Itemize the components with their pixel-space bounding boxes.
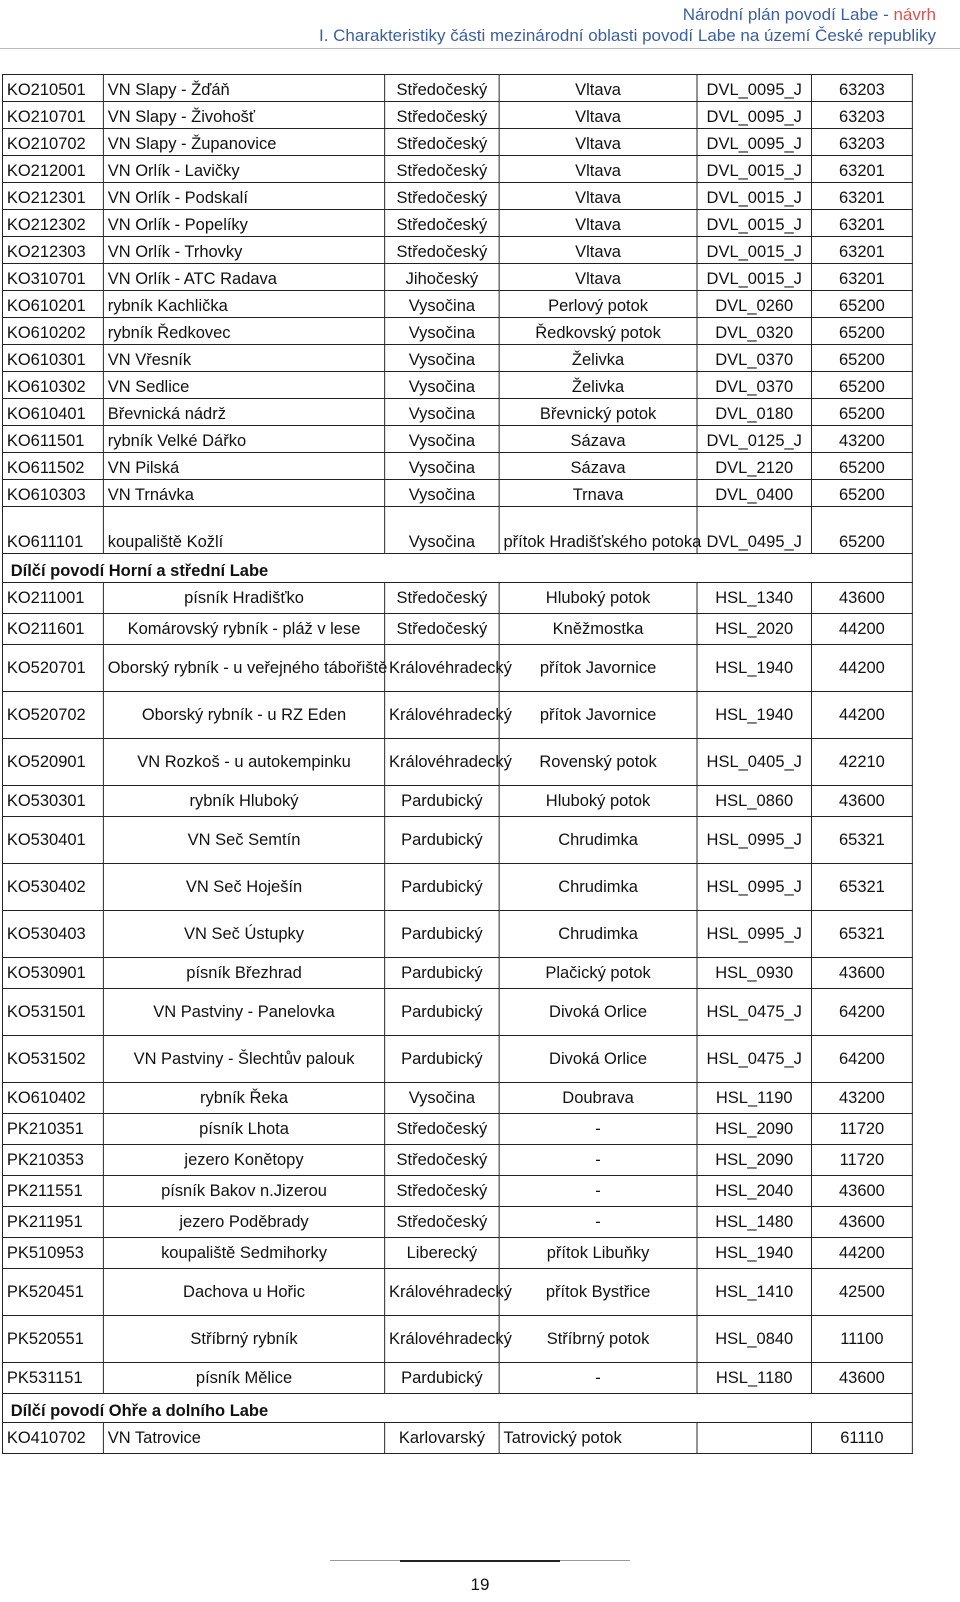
table-cell: KO310701 xyxy=(2,264,103,291)
table-cell: přítok Javornice xyxy=(499,645,697,692)
table-cell: Vysočina xyxy=(385,507,499,554)
table-cell: KO531501 xyxy=(2,989,103,1036)
table-cell: 43600 xyxy=(811,1176,912,1207)
table-cell: 63201 xyxy=(811,210,912,237)
table-cell: 42210 xyxy=(811,739,912,786)
section-heading: Dílčí povodí Horní a střední Labe xyxy=(2,554,912,583)
table-cell: KO530403 xyxy=(2,911,103,958)
table-cell: 61110 xyxy=(811,1423,912,1454)
table-cell: Pardubický xyxy=(385,864,499,911)
table-cell: 43600 xyxy=(811,1207,912,1238)
table-cell: přítok Bystřice xyxy=(499,1269,697,1316)
table-cell: přítok Hradišťského potoka xyxy=(499,507,697,554)
table-cell: DVL_0260 xyxy=(697,291,811,318)
table-cell: Sázava xyxy=(499,453,697,480)
table-row xyxy=(2,1114,912,1145)
table-cell: DVL_0125_J xyxy=(697,426,811,453)
table-cell: - xyxy=(499,1145,697,1176)
table-cell: rybník Řeka xyxy=(103,1083,384,1114)
table-cell: KO610301 xyxy=(2,345,103,372)
table-cell: KO610402 xyxy=(2,1083,103,1114)
table-cell: Středočeský xyxy=(385,75,499,102)
table-cell: 11100 xyxy=(811,1316,912,1363)
table-cell: Pardubický xyxy=(385,958,499,989)
table-cell: KO611501 xyxy=(2,426,103,453)
table-cell: PK531151 xyxy=(2,1363,103,1394)
table-cell: HSL_1180 xyxy=(697,1363,811,1394)
table-cell: HSL_0405_J xyxy=(697,739,811,786)
table-cell: KO610202 xyxy=(2,318,103,345)
table-cell: Královéhradecký xyxy=(385,645,499,692)
table-cell: KO212001 xyxy=(2,156,103,183)
page-number: 19 xyxy=(470,1575,490,1594)
table-row xyxy=(2,911,912,958)
table-cell: rybník Ředkovec xyxy=(103,318,384,345)
table-row xyxy=(2,426,912,453)
table-row xyxy=(2,264,912,291)
table-row xyxy=(2,480,912,507)
table-cell: 43600 xyxy=(811,958,912,989)
table-cell: KO211001 xyxy=(2,583,103,614)
table-cell: Liberecký xyxy=(385,1238,499,1269)
table-row xyxy=(2,739,912,786)
table-row xyxy=(2,75,912,102)
table-cell: Plačický potok xyxy=(499,958,697,989)
table-cell: Královéhradecký xyxy=(385,739,499,786)
table-cell: jezero Poděbrady xyxy=(103,1207,384,1238)
table-cell: Vltava xyxy=(499,210,697,237)
table-cell: PK211551 xyxy=(2,1176,103,1207)
table-cell: 42500 xyxy=(811,1269,912,1316)
table-cell: 63201 xyxy=(811,237,912,264)
table-cell: KO530402 xyxy=(2,864,103,911)
table-cell: VN Seč Ústupky xyxy=(103,911,384,958)
table-row xyxy=(2,237,912,264)
table-cell: Dachova u Hořic xyxy=(103,1269,384,1316)
table-cell: DVL_0015_J xyxy=(697,264,811,291)
table-cell: VN Pilská xyxy=(103,453,384,480)
table-cell: 65321 xyxy=(811,817,912,864)
table-cell: PK510953 xyxy=(2,1238,103,1269)
table-cell: HSL_0860 xyxy=(697,786,811,817)
table-cell: Středočeský xyxy=(385,102,499,129)
table-cell: Hluboký potok xyxy=(499,786,697,817)
table-cell: Oborský rybník - u veřejného tábořiště xyxy=(103,645,384,692)
table-cell: PK211951 xyxy=(2,1207,103,1238)
table-cell: Sázava xyxy=(499,426,697,453)
table-cell: Královéhradecký xyxy=(385,1316,499,1363)
table-cell: 65200 xyxy=(811,480,912,507)
table-cell: VN Seč Semtín xyxy=(103,817,384,864)
table-row xyxy=(2,583,912,614)
table-row xyxy=(2,210,912,237)
table-cell: Královéhradecký xyxy=(385,692,499,739)
table-row xyxy=(2,453,912,480)
table-cell: Želivka xyxy=(499,345,697,372)
table-cell: Vysočina xyxy=(385,291,499,318)
table-cell: DVL_0015_J xyxy=(697,156,811,183)
table-cell: Vysočina xyxy=(385,345,499,372)
table-cell: Královéhradecký xyxy=(385,1269,499,1316)
bathing-water-table xyxy=(2,74,913,1454)
table-cell: 44200 xyxy=(811,645,912,692)
table-cell: 65200 xyxy=(811,318,912,345)
table-row xyxy=(2,864,912,911)
table-cell: KO410702 xyxy=(2,1423,103,1454)
table-cell: VN Orlík - Podskalí xyxy=(103,183,384,210)
table-cell: 65200 xyxy=(811,507,912,554)
table-cell: DVL_0320 xyxy=(697,318,811,345)
table-cell: Želivka xyxy=(499,372,697,399)
table-cell: 63203 xyxy=(811,129,912,156)
table-row xyxy=(2,1176,912,1207)
table-cell: HSL_1940 xyxy=(697,645,811,692)
table-row xyxy=(2,345,912,372)
table-row xyxy=(2,989,912,1036)
table-cell: - xyxy=(499,1363,697,1394)
table-cell: HSL_1410 xyxy=(697,1269,811,1316)
table-cell: 65200 xyxy=(811,453,912,480)
table-cell: HSL_1190 xyxy=(697,1083,811,1114)
table-cell: DVL_0400 xyxy=(697,480,811,507)
table-cell: písník Bakov n.Jizerou xyxy=(103,1176,384,1207)
table-cell: Pardubický xyxy=(385,786,499,817)
header-divider xyxy=(0,48,960,49)
table-cell: Vltava xyxy=(499,102,697,129)
table-row xyxy=(2,692,912,739)
table-cell: Středočeský xyxy=(385,210,499,237)
table-cell: - xyxy=(499,1176,697,1207)
table-cell: 65200 xyxy=(811,372,912,399)
table-row xyxy=(2,372,912,399)
table-cell: Vltava xyxy=(499,75,697,102)
table-cell: koupaliště Sedmihorky xyxy=(103,1238,384,1269)
table-row xyxy=(2,507,912,554)
table-cell: KO531502 xyxy=(2,1036,103,1083)
table-cell: Kněžmostka xyxy=(499,614,697,645)
table-cell: rybník Hluboký xyxy=(103,786,384,817)
table-cell: DVL_2120 xyxy=(697,453,811,480)
table-cell: Perlový potok xyxy=(499,291,697,318)
table-cell: 65321 xyxy=(811,911,912,958)
table-cell: HSL_1340 xyxy=(697,583,811,614)
table-cell: Středočeský xyxy=(385,237,499,264)
table-cell: HSL_1940 xyxy=(697,1238,811,1269)
table-cell: Středočeský xyxy=(385,129,499,156)
table-cell: 43200 xyxy=(811,1083,912,1114)
table-cell: Rovenský potok xyxy=(499,739,697,786)
table-cell: VN Slapy - Žďáň xyxy=(103,75,384,102)
table-cell: koupaliště Kožlí xyxy=(103,507,384,554)
table-cell: HSL_1480 xyxy=(697,1207,811,1238)
table-cell: 11720 xyxy=(811,1114,912,1145)
table-row xyxy=(2,1269,912,1316)
table-cell: 63201 xyxy=(811,264,912,291)
table-cell: DVL_0495_J xyxy=(697,507,811,554)
table-cell: KO210501 xyxy=(2,75,103,102)
header-title-prefix: Národní plán povodí Labe - xyxy=(682,5,894,24)
table-cell: Jihočeský xyxy=(385,264,499,291)
document-header xyxy=(319,4,936,46)
table-cell: Stříbrný rybník xyxy=(103,1316,384,1363)
table-cell: Vysočina xyxy=(385,372,499,399)
table-cell: VN Orlík - Popelíky xyxy=(103,210,384,237)
page-footer xyxy=(0,1560,960,1595)
table-cell: Tatrovický potok xyxy=(499,1423,697,1454)
table-cell: KO520901 xyxy=(2,739,103,786)
table-cell: DVL_0015_J xyxy=(697,237,811,264)
table-cell: Vysočina xyxy=(385,453,499,480)
table-cell: písník Hradišťko xyxy=(103,583,384,614)
table-cell: VN Orlík - Trhovky xyxy=(103,237,384,264)
table-row xyxy=(2,1363,912,1394)
table-cell: HSL_0995_J xyxy=(697,864,811,911)
table-cell xyxy=(697,1423,811,1454)
table-cell: HSL_0840 xyxy=(697,1316,811,1363)
table-cell: 63201 xyxy=(811,183,912,210)
table-cell: KO212301 xyxy=(2,183,103,210)
table-cell: Středočeský xyxy=(385,1176,499,1207)
header-title xyxy=(319,4,936,25)
table-cell: Vltava xyxy=(499,264,697,291)
table-cell: 63203 xyxy=(811,102,912,129)
table-cell: Karlovarský xyxy=(385,1423,499,1454)
table-cell: KO611101 xyxy=(2,507,103,554)
table-cell: KO210702 xyxy=(2,129,103,156)
table-cell: PK520451 xyxy=(2,1269,103,1316)
table-cell: HSL_0995_J xyxy=(697,911,811,958)
table-cell: 65200 xyxy=(811,345,912,372)
table-cell: rybník Kachlička xyxy=(103,291,384,318)
table-row xyxy=(2,156,912,183)
table-cell: 65200 xyxy=(811,291,912,318)
table-cell: KO520702 xyxy=(2,692,103,739)
table-cell: Vysočina xyxy=(385,399,499,426)
table-cell: Vysočina xyxy=(385,426,499,453)
table-cell: DVL_0180 xyxy=(697,399,811,426)
table-cell: Břevnická nádrž xyxy=(103,399,384,426)
table-cell: 43200 xyxy=(811,426,912,453)
table-cell: písník Lhota xyxy=(103,1114,384,1145)
table-cell: Ředkovský potok xyxy=(499,318,697,345)
table-row xyxy=(2,1207,912,1238)
table-cell: HSL_1940 xyxy=(697,692,811,739)
table-cell: písník Březhrad xyxy=(103,958,384,989)
table-cell: písník Mělice xyxy=(103,1363,384,1394)
table-cell: DVL_0095_J xyxy=(697,75,811,102)
table-cell: 11720 xyxy=(811,1145,912,1176)
table-cell: KO212303 xyxy=(2,237,103,264)
table-cell: Středočeský xyxy=(385,614,499,645)
table-cell: Středočeský xyxy=(385,156,499,183)
table-cell: PK210353 xyxy=(2,1145,103,1176)
table-cell: 43600 xyxy=(811,583,912,614)
table-cell: Vltava xyxy=(499,129,697,156)
table-cell: Vltava xyxy=(499,183,697,210)
table-row xyxy=(2,1238,912,1269)
table-cell: Oborský rybník - u RZ Eden xyxy=(103,692,384,739)
table-cell: 43600 xyxy=(811,1363,912,1394)
table-cell: Pardubický xyxy=(385,1036,499,1083)
table-cell: rybník Velké Dářko xyxy=(103,426,384,453)
table-cell: PK520551 xyxy=(2,1316,103,1363)
table-cell: Chrudimka xyxy=(499,864,697,911)
table-cell: Středočeský xyxy=(385,1114,499,1145)
table-cell: Pardubický xyxy=(385,1363,499,1394)
table-row xyxy=(2,1316,912,1363)
table-cell: Doubrava xyxy=(499,1083,697,1114)
table-cell: VN Trnávka xyxy=(103,480,384,507)
table-cell: 63201 xyxy=(811,156,912,183)
table-cell: 44200 xyxy=(811,692,912,739)
table-cell: KO610401 xyxy=(2,399,103,426)
table-cell: KO610302 xyxy=(2,372,103,399)
table-cell: KO520701 xyxy=(2,645,103,692)
table-cell: DVL_0015_J xyxy=(697,210,811,237)
table-cell: HSL_2090 xyxy=(697,1145,811,1176)
table-row xyxy=(2,129,912,156)
table-cell: VN Tatrovice xyxy=(103,1423,384,1454)
table-cell: VN Rozkoš - u autokempinku xyxy=(103,739,384,786)
table-cell: Pardubický xyxy=(385,911,499,958)
table-row xyxy=(2,1423,912,1454)
table-cell: KO610303 xyxy=(2,480,103,507)
table-cell: Středočeský xyxy=(385,183,499,210)
table-cell: přítok Libuňky xyxy=(499,1238,697,1269)
table-cell: DVL_0095_J xyxy=(697,102,811,129)
table-cell: HSL_2020 xyxy=(697,614,811,645)
table-cell: PK210351 xyxy=(2,1114,103,1145)
table-cell: Vltava xyxy=(499,237,697,264)
table-cell: HSL_0930 xyxy=(697,958,811,989)
header-subtitle: I. Charakteristiky části mezinárodní oblasti povodí Labe na území České republiky xyxy=(318,26,936,45)
table-cell: VN Slapy - Županovice xyxy=(103,129,384,156)
table-cell: Trnava xyxy=(499,480,697,507)
table-cell: - xyxy=(499,1114,697,1145)
table-cell: Pardubický xyxy=(385,817,499,864)
table-row xyxy=(2,1145,912,1176)
table-cell: Komárovský rybník - pláž v lese xyxy=(103,614,384,645)
table-row xyxy=(2,291,912,318)
table-cell: KO210701 xyxy=(2,102,103,129)
table-cell: Divoká Orlice xyxy=(499,1036,697,1083)
table-row xyxy=(2,183,912,210)
table-cell: Středočeský xyxy=(385,1207,499,1238)
table-cell: Pardubický xyxy=(385,989,499,1036)
table-cell: DVL_0370 xyxy=(697,345,811,372)
table-cell: Středočeský xyxy=(385,1145,499,1176)
table-cell: 65200 xyxy=(811,399,912,426)
table-row xyxy=(2,102,912,129)
table-row xyxy=(2,399,912,426)
table-row xyxy=(2,786,912,817)
table-row xyxy=(2,318,912,345)
table-cell: VN Pastviny - Šlechtův palouk xyxy=(103,1036,384,1083)
table-cell: HSL_2040 xyxy=(697,1176,811,1207)
table-row xyxy=(2,1036,912,1083)
table-cell: VN Slapy - Živohošť xyxy=(103,102,384,129)
table-cell: KO530301 xyxy=(2,786,103,817)
table-cell: Středočeský xyxy=(385,583,499,614)
table-cell: DVL_0015_J xyxy=(697,183,811,210)
table-cell: Vltava xyxy=(499,156,697,183)
table-cell: Chrudimka xyxy=(499,911,697,958)
table-cell: DVL_0095_J xyxy=(697,129,811,156)
table-cell: KO611502 xyxy=(2,453,103,480)
table-cell: přítok Javornice xyxy=(499,692,697,739)
table-cell: 64200 xyxy=(811,1036,912,1083)
table-cell: 43600 xyxy=(811,786,912,817)
table-cell: Chrudimka xyxy=(499,817,697,864)
table-cell: jezero Konětopy xyxy=(103,1145,384,1176)
table-cell: HSL_0475_J xyxy=(697,989,811,1036)
table-row xyxy=(2,614,912,645)
table-cell: HSL_2090 xyxy=(697,1114,811,1145)
table-cell: - xyxy=(499,1207,697,1238)
table-row xyxy=(2,1083,912,1114)
table-cell: HSL_0475_J xyxy=(697,1036,811,1083)
table-row xyxy=(2,958,912,989)
table-cell: 63203 xyxy=(811,75,912,102)
table-cell: 65321 xyxy=(811,864,912,911)
table-cell: Divoká Orlice xyxy=(499,989,697,1036)
footer-rule xyxy=(330,1560,630,1563)
header-draft-label: návrh xyxy=(893,5,936,24)
table-cell: KO211601 xyxy=(2,614,103,645)
table-cell: Břevnický potok xyxy=(499,399,697,426)
table-row xyxy=(2,645,912,692)
table-cell: KO212302 xyxy=(2,210,103,237)
table-cell: 44200 xyxy=(811,1238,912,1269)
table-cell: Stříbrný potok xyxy=(499,1316,697,1363)
table-cell: Vysočina xyxy=(385,480,499,507)
table-cell: DVL_0370 xyxy=(697,372,811,399)
section-heading-row xyxy=(2,1394,912,1423)
table-row xyxy=(2,817,912,864)
table-cell: VN Orlík - ATC Radava xyxy=(103,264,384,291)
table-cell: KO530901 xyxy=(2,958,103,989)
table-cell: Hluboký potok xyxy=(499,583,697,614)
table-cell: VN Seč Hoješín xyxy=(103,864,384,911)
table-cell: KO530401 xyxy=(2,817,103,864)
table-cell: KO610201 xyxy=(2,291,103,318)
table-cell: 44200 xyxy=(811,614,912,645)
section-heading-row xyxy=(2,554,912,583)
table-cell: HSL_0995_J xyxy=(697,817,811,864)
table-cell: VN Pastviny - Panelovka xyxy=(103,989,384,1036)
table-cell: Vysočina xyxy=(385,1083,499,1114)
section-heading: Dílčí povodí Ohře a dolního Labe xyxy=(2,1394,912,1423)
table-cell: VN Sedlice xyxy=(103,372,384,399)
table-cell: Vysočina xyxy=(385,318,499,345)
table-cell: 64200 xyxy=(811,989,912,1036)
table-cell: VN Vřesník xyxy=(103,345,384,372)
table-cell: VN Orlík - Lavičky xyxy=(103,156,384,183)
